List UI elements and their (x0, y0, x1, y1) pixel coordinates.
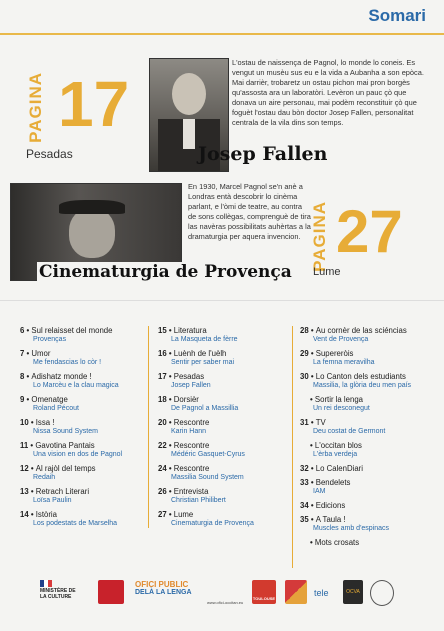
toc-entry-subtitle: Roland Pécout (33, 405, 79, 412)
toc-page-number: 7 (20, 349, 25, 358)
toc-page-number: 10 (20, 418, 29, 427)
toc-entry-title: Au cornèr de las sciéncias (315, 326, 407, 335)
toc-page-number: 13 (20, 487, 29, 496)
toc-entry[interactable] (20, 326, 148, 344)
toc-entry-subtitle: Massilia, la glòria deu men país (313, 382, 412, 389)
toc-entry-title-line (300, 464, 438, 473)
tele-label: tele (314, 588, 329, 598)
bullet-icon: • (28, 464, 36, 473)
toc-entry-title: Rescontre (173, 441, 210, 450)
toc-entry-subtitle: Los podestats de Marselha (33, 520, 118, 527)
portrait-shirt (183, 119, 195, 149)
toc-page-number: 30 (300, 372, 309, 381)
toc-entry-title-line (158, 418, 286, 427)
toulouse-label: TOULOUSE (252, 596, 276, 601)
toc-entry-title: Sul relaisset del monde (31, 326, 113, 335)
toc-entry-title-line (20, 349, 148, 358)
toc-page-number: 35 (300, 515, 309, 524)
toc-entry-subtitle: Deu costat de Germont (313, 428, 386, 435)
toc-entry-title: Istòria (35, 510, 57, 519)
toc-entry-subtitle: Sentir per saber mai (171, 359, 235, 366)
bullet-icon: • (308, 418, 316, 427)
bullet-icon: • (166, 418, 174, 427)
partner-logo (285, 580, 307, 604)
pagina-label: PAGINA (310, 201, 329, 272)
toc-entry-subtitle: Médéric Gasquet-Cyrus (171, 451, 245, 458)
ofici-sub-label: DELÀ LA LENGA (135, 589, 192, 596)
bullet-icon: • (166, 395, 174, 404)
toc-entry[interactable] (300, 501, 438, 510)
toc-page-number: 24 (158, 464, 167, 473)
toc-page-number: 33 (300, 478, 309, 487)
toc-entry[interactable] (20, 510, 148, 528)
toc-page-number: 28 (300, 326, 309, 335)
toc-entry[interactable] (20, 418, 148, 436)
toc-entry-title: Supereròis (315, 349, 354, 358)
bullet-icon: • (24, 326, 32, 335)
toc-entry-title-line (300, 372, 438, 381)
bullet-icon: • (24, 349, 32, 358)
column-divider (292, 326, 293, 568)
toc-entry[interactable] (300, 326, 438, 344)
page-number: 27 (336, 198, 403, 265)
bullet-icon: • (28, 510, 36, 519)
toc-entry-title-line (300, 418, 438, 427)
toc-page-number: 26 (158, 487, 167, 496)
toc-entry-title-line (20, 464, 148, 473)
toc-entry-title-line (20, 418, 148, 427)
toc-entry[interactable] (300, 478, 438, 496)
toc-entry-title: Gavotina Pantais (35, 441, 95, 450)
toc-entry-title-line (158, 372, 286, 381)
toc-entry[interactable] (158, 372, 286, 390)
column-divider (148, 326, 149, 528)
toc-entry-title: Lo Canton dels estudiants (315, 372, 406, 381)
toc-entry-title-line (300, 395, 438, 404)
toc-entry-title: A Taula ! (315, 515, 346, 524)
toc-entry-title: Al rajòl del temps (35, 464, 96, 473)
toc-entry-title: Pesadas (173, 372, 205, 381)
toc-entry[interactable] (20, 487, 148, 505)
film-still-cap (59, 200, 125, 214)
toc-page-number: 31 (300, 418, 309, 427)
toc-page-number: 14 (20, 510, 29, 519)
toc-page-number: 22 (158, 441, 167, 450)
magazine-section-title: Somari (368, 6, 426, 25)
bullet-icon: • (166, 349, 174, 358)
bullet-icon: • (24, 395, 32, 404)
partner-emblem-logo (370, 580, 394, 606)
toc-page-number: 27 (158, 510, 167, 519)
toc-entry-title-line (300, 441, 438, 450)
toc-page-number: 17 (158, 372, 167, 381)
header-divider (0, 33, 444, 35)
toc-entry-title-line (158, 349, 286, 358)
toc-entry-subtitle: L'èrba verdeja (313, 451, 358, 458)
toc-entry-title: Umor (31, 349, 51, 358)
toc-entry[interactable] (158, 326, 286, 344)
toc-entry-subtitle: La Masqueta de fèrre (171, 336, 238, 343)
toc-entry-subtitle: Massilia Sound System (171, 474, 244, 481)
page-number: 17 (58, 68, 130, 140)
toc-entry-title-line (158, 395, 286, 404)
toc-entry-title: Edicions (315, 501, 346, 510)
toc-entry-title-line (20, 487, 148, 496)
toc-page-number: 29 (300, 349, 309, 358)
toc-entry-title: Luènh de l'uèlh (173, 349, 227, 358)
toc-entry-subtitle: Una vision en dos de Pagnol (33, 451, 123, 458)
toc-entry-title-line (20, 510, 148, 519)
feature-section: Pesadas (26, 147, 73, 161)
ofici-public-logo (135, 580, 199, 604)
toc-entry[interactable] (300, 464, 438, 473)
toc-entry[interactable] (20, 349, 148, 367)
toc-page-number: 12 (20, 464, 29, 473)
toc-entry-title: Omenatge (31, 395, 68, 404)
toc-entry-subtitle: Cinematurgia de Provença (171, 520, 254, 527)
toc-entry[interactable] (20, 464, 148, 482)
bullet-icon: • (166, 464, 174, 473)
bullet-icon: • (28, 418, 36, 427)
toc-page-number: 9 (20, 395, 25, 404)
toc-entry[interactable] (20, 441, 148, 459)
toc-entry-title-line (20, 372, 148, 381)
toc-entry-title: L'occitan blos (314, 441, 362, 450)
bullet-icon: • (310, 441, 315, 450)
bullet-icon: • (310, 538, 315, 547)
website-label: www.ofici-occitan.eu (207, 600, 244, 605)
oc-tele-logo (314, 580, 336, 604)
toc-entry-title: Bendelets (315, 478, 351, 487)
toc-entry[interactable] (158, 395, 286, 413)
toc-column-3 (300, 326, 438, 552)
toc-entry-title: Lo CalenDiari (315, 464, 363, 473)
ocva-logo (343, 580, 363, 604)
toc-column-1 (20, 326, 148, 533)
toc-entry[interactable] (300, 441, 438, 459)
toc-entry[interactable] (158, 510, 286, 528)
film-still-face (69, 208, 115, 258)
toc-entry-title: Entrevista (173, 487, 209, 496)
toc-entry-subtitle: Muscles amb d'espinacs (313, 525, 390, 532)
toc-entry-title-line (158, 326, 286, 335)
bullet-icon: • (308, 478, 316, 487)
feature-blurb: L'ostau de naissença de Pagnol, lo monde lo coneis. Es vengut un musèu sus eu e la vida a Aubanha a son epòca. Mai darrièr, trobaretz un ostau pichon mai pron borgès qu'assosta ara un laboratòri. Levèron un pauc çò que donava un aire personau, mai podèm reconstituir çò que foguèt l'ostau dau bòn doctor Josep Fallen, personalitat centrala de la vila dins son temps. (232, 58, 424, 127)
toc-page-number: 34 (300, 501, 309, 510)
feature-blurb: En 1930, Marcel Pagnol se'n anè a Londras entà descobrir lo cinèma parlant, e l'òmi de teatre, au contra de sons collègas, comprenguè de tira las navèras possibilitats auhèrtas a la dramaturgia per aquera invencion. (188, 182, 311, 241)
bullet-icon: • (166, 487, 174, 496)
toc-entry[interactable] (158, 418, 286, 436)
toulouse-logo (252, 580, 276, 604)
toc-entry-title: Lume (173, 510, 194, 519)
bullet-icon: • (308, 349, 316, 358)
toc-entry-title: Rescontre (173, 418, 210, 427)
toc-entry-title-line (158, 441, 286, 450)
toc-entry-title: Rescontre (173, 464, 210, 473)
toc-entry[interactable] (300, 395, 438, 413)
toc-column-2 (158, 326, 286, 533)
ministere-culture-logo (40, 580, 86, 604)
toc-entry-subtitle: Lo Marcèu e la clau magica (33, 382, 119, 389)
toc-entry-title-line (158, 510, 286, 519)
toc-entry-subtitle: De Pagnol a Massillia (171, 405, 239, 412)
toc-entry[interactable] (158, 441, 286, 459)
toc-entry-title: Sortir la lenga (314, 395, 364, 404)
toc-entry[interactable] (300, 418, 438, 436)
portrait-face (172, 73, 206, 115)
ministere-label: MINISTÈRE DE LA CULTURE (40, 588, 76, 600)
toc-entry-subtitle: Me fendascias lo còr ! (33, 359, 102, 366)
pagina-label: PAGINA (26, 72, 45, 143)
toc-entry-title: TV (315, 418, 326, 427)
toc-entry-subtitle: Karin Hann (171, 428, 207, 435)
toc-entry-title-line (300, 326, 438, 335)
bullet-icon: • (166, 441, 174, 450)
ocva-label: OCVA (346, 589, 360, 595)
bullet-icon: • (24, 372, 32, 381)
toc-entry-subtitle: Provenças (33, 336, 67, 343)
ofici-label: OFICI PUBLIC (135, 580, 189, 589)
feature-headline: Josep Fallen (198, 143, 328, 165)
toc-entry-title-line (158, 464, 286, 473)
occitanie-region-logo (98, 580, 124, 604)
toc-entry-title-line (300, 515, 438, 524)
toc-page-number: 11 (20, 441, 29, 450)
bullet-icon: • (308, 515, 316, 524)
feature-headline: Cinematurgia de Provença (39, 262, 292, 282)
section-divider (0, 300, 444, 301)
feature-section: Lume (313, 266, 341, 278)
toc-page-number: 18 (158, 395, 167, 404)
bullet-icon: • (28, 441, 36, 450)
toc-entry-subtitle: Redaih (33, 474, 56, 481)
toc-entry-title-line (20, 395, 148, 404)
bullet-icon: • (308, 372, 316, 381)
toc-entry[interactable] (158, 487, 286, 505)
toc-entry[interactable] (20, 395, 148, 413)
toc-entry-title: Dorsièr (173, 395, 199, 404)
bullet-icon: • (166, 372, 174, 381)
toc-entry[interactable] (300, 349, 438, 367)
toc-entry-subtitle: Vent de Provença (313, 336, 369, 343)
toc-entry-subtitle: Un rei desconegut (313, 405, 370, 412)
toc-page-number: 8 (20, 372, 25, 381)
toc-entry-title-line (20, 326, 148, 335)
bullet-icon: • (308, 464, 316, 473)
toc-entry-title: Retrach Literari (35, 487, 90, 496)
toc-entry-title-line (300, 538, 438, 547)
toc-entry-subtitle: Nissa Sound System (33, 428, 98, 435)
toc-entry-title-line (300, 349, 438, 358)
toc-page-number: 15 (158, 326, 167, 335)
toc-entry[interactable] (20, 372, 148, 390)
bullet-icon: • (308, 326, 316, 335)
toc-entry-title-line (300, 501, 438, 510)
toc-entry-title: Adishatz monde ! (31, 372, 92, 381)
toc-entry-title: Literatura (173, 326, 207, 335)
toc-entry-title: Mots crosats (314, 538, 360, 547)
toc-page-number: 16 (158, 349, 167, 358)
toc-entry-subtitle: La femna meravilha (313, 359, 375, 366)
bullet-icon: • (166, 510, 174, 519)
bullet-icon: • (308, 501, 316, 510)
toc-entry-title-line (158, 487, 286, 496)
toc-entry-subtitle: Josep Fallen (171, 382, 211, 389)
toc-entry-subtitle: Loïsa Paulin (33, 497, 72, 504)
toc-entry-title-line (20, 441, 148, 450)
bullet-icon: • (310, 395, 315, 404)
bullet-icon: • (166, 326, 174, 335)
toc-entry-title-line (300, 478, 438, 487)
toc-page-number: 6 (20, 326, 25, 335)
toc-entry[interactable] (300, 515, 438, 533)
toc-entry[interactable] (158, 464, 286, 482)
toc-page-number: 32 (300, 464, 309, 473)
toc-entry[interactable] (158, 349, 286, 367)
toc-entry[interactable] (300, 372, 438, 390)
toc-entry-title: Issa ! (35, 418, 55, 427)
bullet-icon: • (28, 487, 36, 496)
toc-page-number: 20 (158, 418, 167, 427)
toc-entry-subtitle: IAM (313, 488, 326, 495)
toc-entry-subtitle: Christian Philibert (171, 497, 226, 504)
toc-entry[interactable] (300, 538, 438, 547)
tricolor-flag-icon (40, 580, 52, 587)
